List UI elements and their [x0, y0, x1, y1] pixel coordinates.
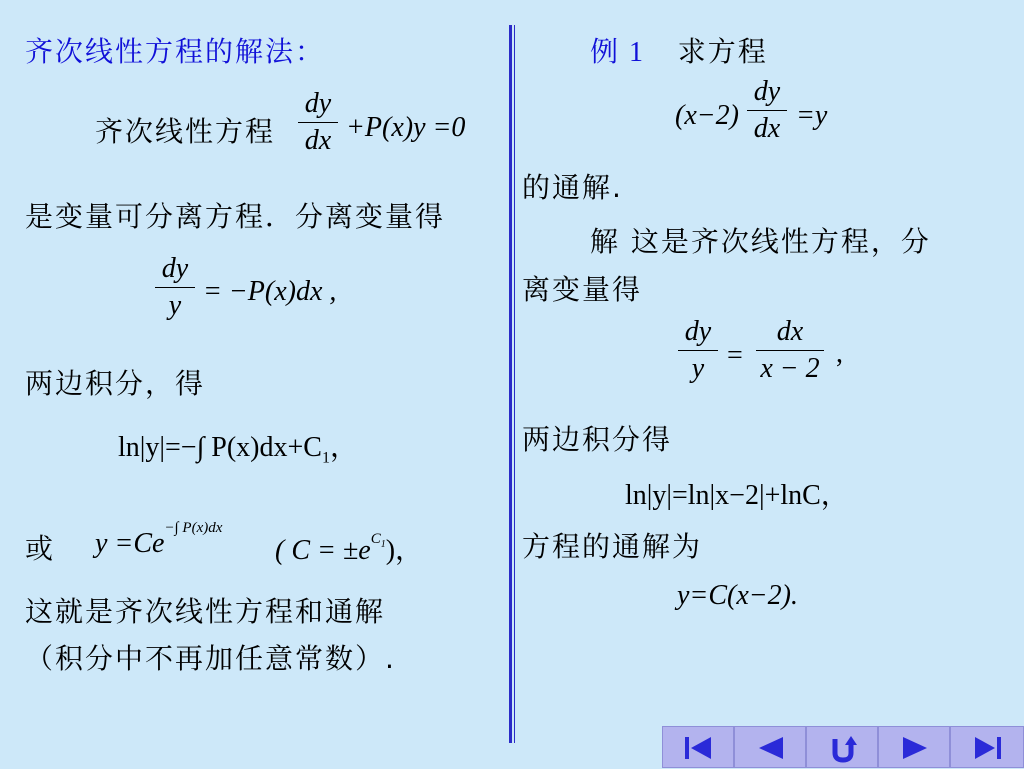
- right-eq1-fraction: [747, 76, 787, 145]
- previous-slide-button[interactable]: [734, 726, 806, 768]
- left-para2: 两边积分，得: [25, 367, 206, 400]
- column-divider-thin: [514, 25, 515, 743]
- right-para4: 两边积分得: [522, 423, 673, 456]
- left-eq4: [95, 519, 223, 560]
- left-eq2-denominator: y: [168, 290, 182, 321]
- left-eq3: [118, 425, 358, 468]
- left-para1: 是变量可分离方程．分离变量得: [25, 200, 446, 233]
- left-eq3-subscript: 1: [321, 449, 330, 467]
- right-eq2-left-denominator: y: [691, 353, 705, 384]
- left-eq1-text: 齐次线性方程: [95, 115, 276, 148]
- return-button[interactable]: [806, 726, 878, 768]
- right-eq1-lhs: (x−2): [675, 100, 739, 131]
- left-eq4-paren: ( C = ±e: [275, 535, 371, 566]
- left-eq1-denominator: dx: [304, 125, 332, 156]
- left-heading: 齐次线性方程的解法：: [25, 35, 326, 68]
- right-para3: 离变量得: [522, 273, 643, 306]
- prev-icon: [735, 727, 807, 769]
- left-para4: （积分中不再加任意常数）.: [25, 642, 396, 675]
- right-eq1-numerator: dy: [753, 76, 781, 107]
- right-eq2-tail: ,: [836, 338, 843, 369]
- column-divider: [509, 25, 512, 743]
- fraction-bar: [747, 110, 787, 111]
- right-eq1-rhs: =y: [796, 100, 828, 131]
- left-eq2-numerator: dy: [161, 253, 189, 284]
- left-eq4-close: )，: [385, 535, 424, 566]
- left-eq2-fraction: [155, 253, 195, 322]
- right-eq2-right-denominator: x − 2: [760, 353, 820, 384]
- left-eq2-rhs: = −P(x)dx ,: [203, 276, 337, 307]
- right-eq2-left-fraction: [678, 316, 718, 385]
- return-icon: [807, 727, 879, 769]
- right-eq1-denominator: dx: [753, 113, 781, 144]
- fraction-bar: [756, 350, 824, 351]
- right-eq2-right-fraction: [756, 316, 824, 385]
- right-para2: 解 这是齐次线性方程，分: [590, 225, 931, 258]
- right-eq2-equals: =: [727, 340, 743, 371]
- left-para3: 这就是齐次线性方程和通解: [25, 595, 386, 628]
- right-eq4: y=C(x−2).: [677, 580, 798, 611]
- left-eq1-rhs: +P(x)y =0: [346, 112, 466, 143]
- left-eq4-c1: C: [370, 530, 381, 547]
- left-eq1-fraction: [298, 88, 338, 157]
- left-eq3-main: ln|y|=−∫ P(x)dx+C: [118, 432, 322, 463]
- left-eq4-exponent: −∫ P(x)dx: [164, 519, 223, 536]
- left-eq4-c1-sub: 1: [380, 538, 386, 550]
- example-label: 例 1: [590, 37, 646, 68]
- fraction-bar: [155, 287, 195, 288]
- right-para5: 方程的通解为: [522, 530, 703, 563]
- fraction-bar: [298, 122, 338, 123]
- left-eq3-tail: ，: [329, 432, 358, 463]
- right-para1: 的通解.: [522, 171, 623, 204]
- example-text: 求方程: [677, 35, 768, 68]
- left-eq4-main: y =Ce: [95, 528, 165, 559]
- next-icon: [879, 727, 951, 769]
- left-eq4-constant: [275, 528, 423, 568]
- left-eq1-numerator: dy: [304, 88, 332, 119]
- left-or-label: 或: [25, 532, 56, 565]
- example-heading: [590, 30, 768, 70]
- first-icon: [663, 727, 735, 769]
- last-icon: [951, 727, 1024, 769]
- right-eq2-right-numerator: dx: [776, 316, 804, 347]
- last-slide-button[interactable]: [950, 726, 1024, 768]
- fraction-bar: [678, 350, 718, 351]
- right-eq2-left-numerator: dy: [684, 316, 712, 347]
- first-slide-button[interactable]: [662, 726, 734, 768]
- right-eq3: ln|y|=ln|x−2|+lnC，: [625, 480, 849, 511]
- next-slide-button[interactable]: [878, 726, 950, 768]
